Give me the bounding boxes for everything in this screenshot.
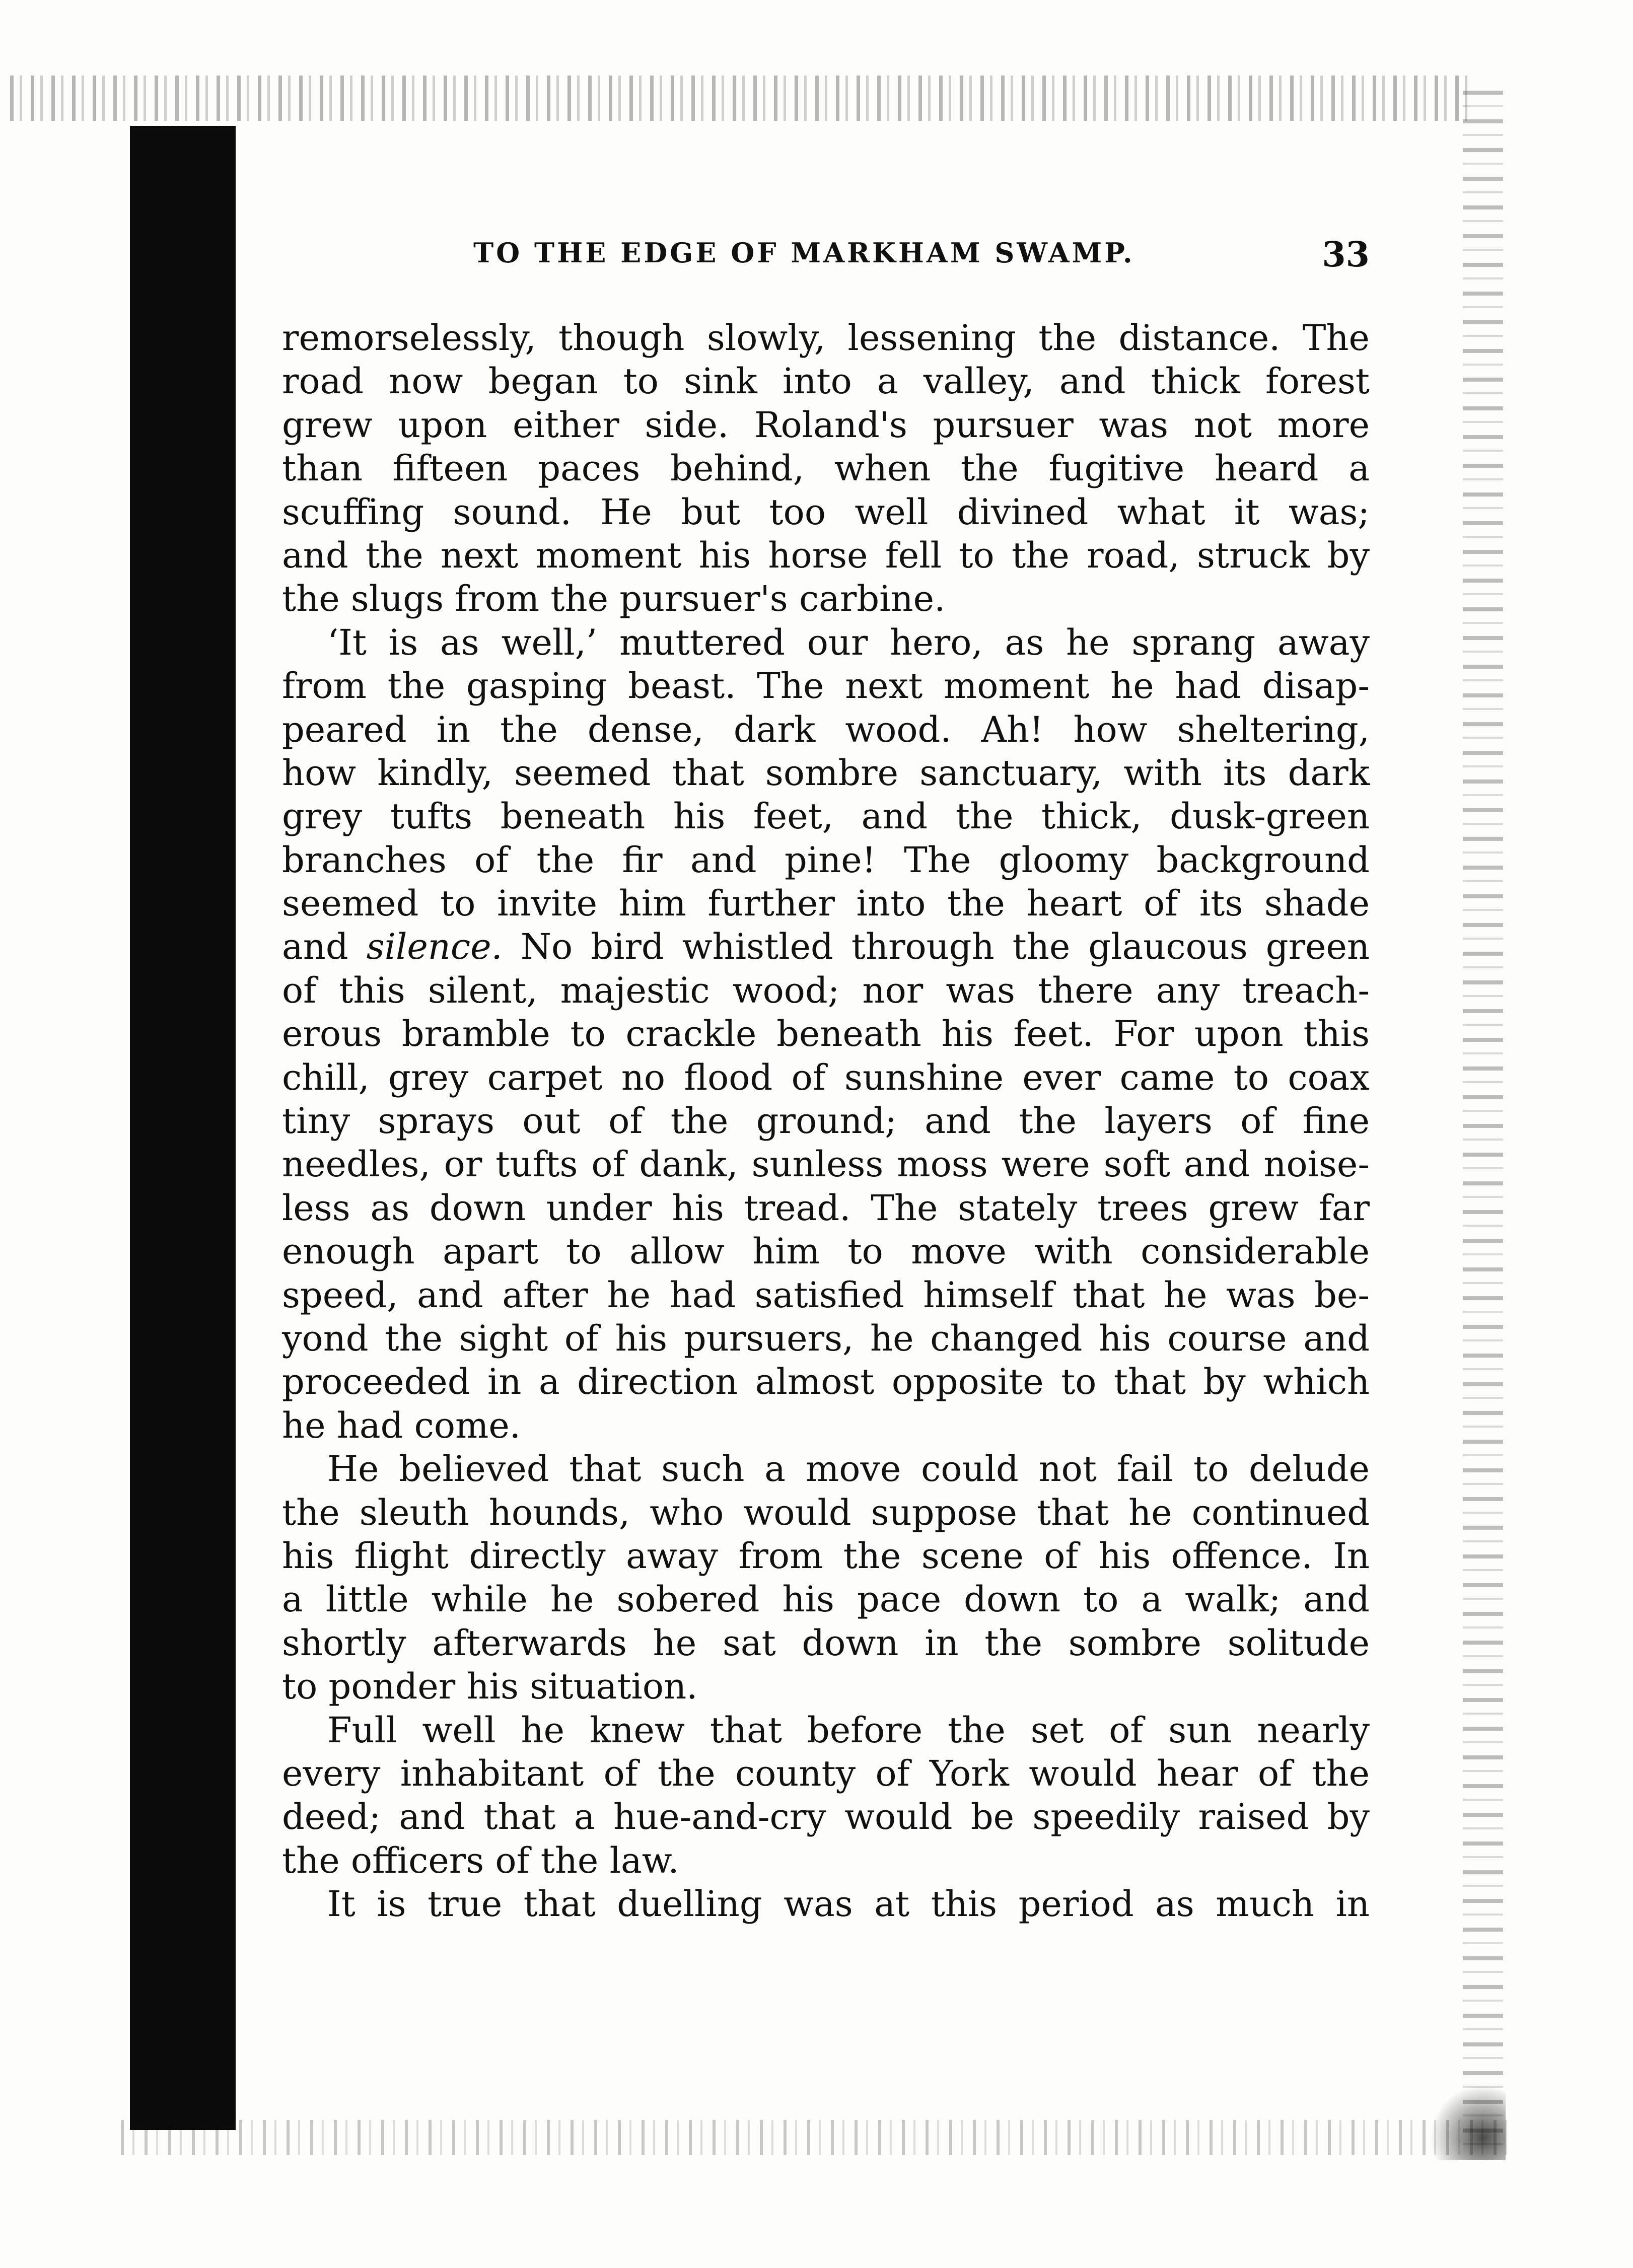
- text-line: It is true that duelling was at this period as much in: [327, 1883, 1370, 1925]
- text-line: peared in the dense, dark wood. Ah! how sheltering,: [282, 708, 1370, 750]
- text-line: than fifteen paces behind, when the fugitive heard a: [282, 448, 1370, 489]
- text-line: He believed that such a move could not fail to delude: [327, 1448, 1370, 1490]
- text-line: and the next moment his horse fell to the road, struck by: [282, 534, 1370, 576]
- text-line: chill, grey carpet no flood of sunshine ever came to coax: [282, 1056, 1370, 1098]
- text-fragment: No bird whistled through the glaucous green: [502, 926, 1370, 968]
- text-line: of this silent, majestic wood; nor was there any treach-: [282, 969, 1370, 1011]
- text-line: the slugs from the pursuer's carbine.: [282, 578, 946, 620]
- text-line: ‘It is as well,’ muttered our hero, as he sprang away: [327, 621, 1370, 663]
- text-line: shortly afterwards he sat down in the sombre solitude: [282, 1622, 1370, 1664]
- text-line: scuffing sound. He but too well divined what it was;: [282, 491, 1370, 533]
- page-number: 33: [1322, 235, 1370, 275]
- running-title: TO THE EDGE OF MARKHAM SWAMP.: [473, 237, 1135, 269]
- text-line: branches of the fir and pine! The gloomy background: [282, 839, 1370, 881]
- scan-noise-right: [1463, 91, 1503, 2145]
- text-line: proceeded in a direction almost opposite to that by which: [282, 1361, 1370, 1403]
- text-fragment: and: [282, 926, 367, 968]
- text-line: enough apart to allow him to move with considerable: [282, 1231, 1370, 1272]
- text-line: from the gasping beast. The next moment he had disap-: [282, 665, 1370, 707]
- text-line: how kindly, seemed that sombre sanctuary, with its dark: [282, 752, 1370, 794]
- text-line: less as down under his tread. The stately trees grew far: [282, 1187, 1370, 1229]
- text-line: grew upon either side. Roland's pursuer was not more: [282, 404, 1370, 446]
- text-line: yond the sight of his pursuers, he changed his course and: [282, 1317, 1370, 1359]
- running-header: [282, 237, 1370, 282]
- scan-noise-top: [10, 76, 1470, 121]
- body-text: [282, 316, 1370, 1926]
- book-binding-shadow: [130, 126, 236, 2130]
- text-line: he had come.: [282, 1404, 521, 1446]
- text-line: erous bramble to crackle beneath his feet. For upon this: [282, 1013, 1370, 1055]
- text-line: needles, or tufts of dank, sunless moss were soft and noise-: [282, 1144, 1370, 1185]
- text-line: his flight directly away from the scene of his offence. In: [282, 1535, 1370, 1577]
- text-line: tiny sprays out of the ground; and the layers of fine: [282, 1100, 1370, 1142]
- text-line: to ponder his situation.: [282, 1666, 698, 1708]
- text-line: remorselessly, though slowly, lessening the distance. The: [282, 317, 1370, 359]
- text-line: seemed to invite him further into the heart of its shade: [282, 883, 1370, 925]
- text-line: every inhabitant of the county of York would hear of the: [282, 1752, 1370, 1794]
- text-line: road now began to sink into a valley, and thick forest: [282, 361, 1370, 402]
- text-line: a little while he sobered his pace down to a walk; and: [282, 1579, 1370, 1620]
- text-line: grey tufts beneath his feet, and the thick, dusk-green: [282, 796, 1370, 837]
- text-line: the officers of the law.: [282, 1839, 679, 1881]
- text-line: [282, 925, 1370, 968]
- italic-word: silence.: [366, 926, 503, 968]
- scan-noise-bottom: [121, 2120, 1511, 2155]
- text-line: Full well he knew that before the set of sun nearly: [327, 1709, 1370, 1751]
- text-line: the sleuth hounds, who would suppose that he continued: [282, 1492, 1370, 1533]
- scan-smudge-corner: [1430, 2085, 1506, 2160]
- text-line: deed; and that a hue-and-cry would be speedily raised by: [282, 1796, 1370, 1838]
- text-line: speed, and after he had satisfied himself that he was be-: [282, 1274, 1370, 1316]
